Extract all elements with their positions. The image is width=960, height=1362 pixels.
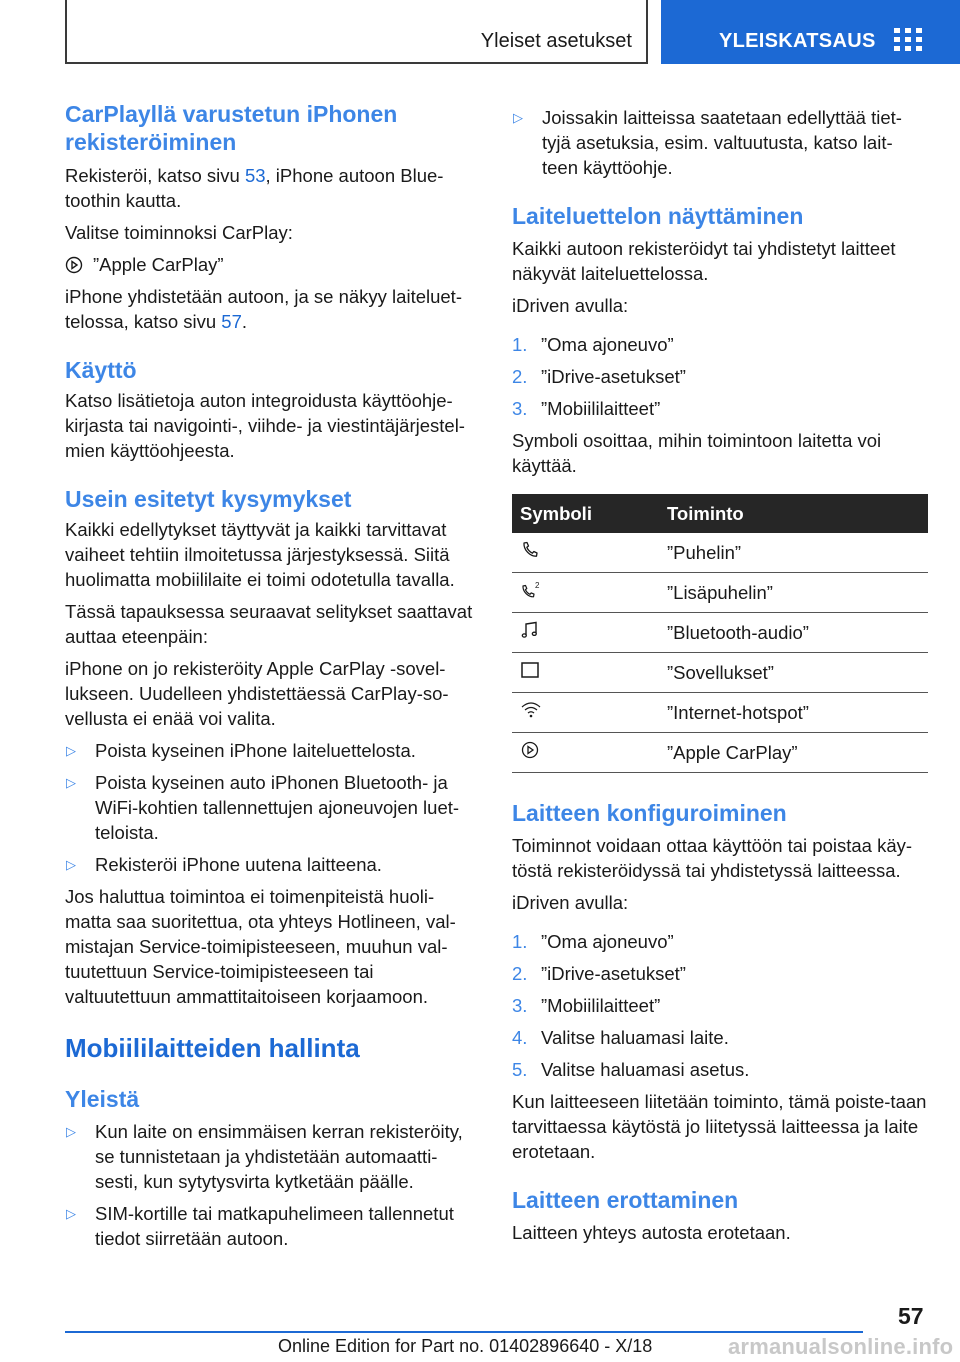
config-step [512,1057,928,1082]
reg-text-a: Rekisteröi, katso sivu [65,165,245,186]
config-step [512,929,928,954]
step-text: ”Oma ajoneuvo” [541,931,674,952]
function-label: ”Lisäpuhelin” [667,573,928,613]
table-header-symbol: Symboli [512,494,667,533]
bullet-marker: ▷ [513,110,523,125]
section-label: YLEISKATSAUS [719,30,876,52]
table-row [512,573,928,613]
page-number: 57 [898,1303,924,1329]
function-label: ”Apple CarPlay” [667,733,928,773]
page-link-57[interactable]: 57 [221,311,242,332]
reg-text-c: iPhone yhdistetään autoon, ja se näkyy laiteluet-telossa, katso sivu [65,286,462,332]
table-row [512,533,928,573]
carplay-menu-label: ”Apple CarPlay” [93,254,224,275]
step-text: ”iDrive-asetukset” [541,963,686,984]
general-heading: Yleistä [65,1086,140,1112]
step-text: ”Mobiililaitteet” [541,398,661,419]
config-paragraph-1: Toiminnot voidaan ottaa käyttöön tai poistaa käy-töstä rekisteröidyssä tai yhdistetyssä laitteessa. [512,835,913,881]
reg-text-b: , iPhone autoon Blue-toothin kautta. [65,165,444,211]
function-label: ”Puhelin” [667,533,928,573]
device-list-paragraph-2: iDriven avulla: [512,295,629,316]
step-number: 1. [512,334,528,355]
table-header-function: Toiminto [667,494,928,533]
general-bullet [65,1119,477,1194]
carplay-icon [65,256,83,274]
bullet-marker: ▷ [66,857,76,872]
svg-text:2: 2 [535,581,540,590]
config-step [512,1025,928,1050]
general-bullet [65,1201,477,1251]
step-number: 3. [512,398,528,419]
music-note-icon [520,620,540,640]
section-tab[interactable] [661,0,960,64]
config-step [512,993,928,1018]
config-step [512,961,928,986]
config-heading: Laitteen konfiguroiminen [512,800,787,826]
list-step [512,396,928,421]
function-label: ”Internet-hotspot” [667,693,928,733]
faq-paragraph-1: Kaikki edellytykset täyttyvät ja kaikki tarvittavat vaiheet tehtiin ilmoitetussa järjestyksessä. Siitä huolimatta mobiililaite ei toimi odotetulla tavalla. [65,519,455,590]
step-text: ”Oma ajoneuvo” [541,334,674,355]
list-step [512,364,928,389]
bullet-marker: ▷ [66,1206,76,1221]
list-step [512,332,928,357]
requirements-bullet-text: Joissakin laitteissa saatetaan edellyttää tiet-tyjä asetuksia, esim. valtuutusta, katso lait-teen käyttöohje. [542,107,902,178]
step-number: 3. [512,995,528,1016]
config-paragraph-3: Kun laitteeseen liitetään toiminto, tämä poiste-taan tarvittaessa käytöstä jo liitetyssä laitteessa ja laite erotetaan. [512,1091,927,1162]
detach-paragraph: Laitteen yhteys autosta erotetaan. [512,1222,791,1243]
watermark: armanualsonline.info [728,1334,954,1359]
device-list-paragraph-1: Kaikki autoon rekisteröidyt tai yhdistetyt laitteet näkyvät laiteluettelossa. [512,238,896,284]
page-link-53[interactable]: 53 [244,165,266,186]
reg-paragraph-1 [65,163,477,213]
step-text: ”Mobiililaitteet” [541,995,661,1016]
faq-paragraph-4: Jos haluttua toimintoa ei toimenpiteistä huoli-matta saa suoritettua, ota yhteys Hotlineen, val-mistajan Service-toimipisteeseen, muuhun val-tuutettuun Service-toimipisteeseen tai valtuutettuun ammattitaitoiseen korjaamoon. [65,886,456,1007]
table-header-row [512,494,928,533]
faq-bullet [65,770,477,845]
table-row [512,613,928,653]
edition-text: Online Edition for Part no. 01402896640 - X/18 [278,1336,653,1356]
use-paragraph: Katso lisätietoja auton integroidusta käyttöohje-kirjasta tai navigointi-, viihde- ja viestintäjärjestel-mien käyttöohjeesta. [65,390,465,461]
left-column [65,100,477,1251]
faq-heading: Usein esitetyt kysymykset [65,486,352,512]
general-bullet-text: SIM-kortille tai matkapuhelimeen tallennetut tiedot siirretään autoon. [95,1203,454,1249]
right-column [512,105,928,1245]
faq-bullet [65,738,477,763]
step-text: Valitse haluamasi laite. [541,1027,729,1048]
faq-bullet [65,852,477,877]
step-text: ”iDrive-asetukset” [541,366,686,387]
manage-heading: Mobiililaitteiden hallinta [65,1033,360,1063]
phone-2-icon [520,580,542,600]
general-bullet-text: Kun laite on ensimmäisen kerran rekisteröity, se tunnistetaan ja yhdistetään automaatti-sesti, kun sytytysvirta kytketään päälle. [95,1121,463,1192]
step-number: 5. [512,1059,528,1080]
step-number: 2. [512,963,528,984]
faq-bullet-text: Rekisteröi iPhone uutena laitteena. [95,854,382,875]
symbol-table [512,494,928,773]
device-list-paragraph-3: Symboli osoittaa, mihin toimintoon laitetta voi käyttää. [512,430,882,476]
table-row [512,653,928,693]
requirements-bullet [512,105,928,180]
step-number: 2. [512,366,528,387]
step-number: 4. [512,1027,528,1048]
step-number: 1. [512,931,528,952]
app-square-icon [520,660,540,680]
reg-paragraph-3 [65,284,477,334]
config-paragraph-2: iDriven avulla: [512,892,629,913]
step-text: Valitse haluamasi asetus. [541,1059,750,1080]
function-label: ”Sovellukset” [667,653,928,693]
bullet-marker: ▷ [66,743,76,758]
table-row [512,693,928,733]
faq-bullet-text: Poista kyseinen auto iPhonen Bluetooth- ja WiFi-kohtien tallennettujen ajoneuvojen luet-teloista. [95,772,460,843]
faq-paragraph-3: iPhone on jo rekisteröity Apple CarPlay -sovel-lukseen. Uudelleen yhdistettäessä CarPlay-so-vellusta ei enää voi valita. [65,658,449,729]
use-heading: Käyttö [65,357,137,383]
carplay-icon [520,740,540,760]
phone-icon [520,540,540,560]
header-tab [65,0,648,64]
reg-text-d: . [241,311,248,332]
detach-heading: Laitteen erottaminen [512,1187,739,1213]
reg-paragraph-2: Valitse toiminnoksi CarPlay: [65,222,293,243]
carplay-heading: CarPlayllä varustetun iPhonen rekisteröiminen [65,101,398,155]
grid-icon [894,28,922,52]
header-title: Yleiset asetukset [480,30,632,52]
function-label: ”Bluetooth-audio” [667,613,928,653]
wifi-icon [520,700,542,720]
footer-rule [65,1331,863,1333]
faq-bullet-text: Poista kyseinen iPhone laiteluettelosta. [95,740,416,761]
device-list-heading: Laiteluettelon näyttäminen [512,203,804,229]
carplay-menu-row [65,252,477,277]
bullet-marker: ▷ [66,1124,76,1139]
faq-paragraph-2: Tässä tapauksessa seuraavat selitykset saattavat auttaa eteenpäin: [65,601,473,647]
bullet-marker: ▷ [66,775,76,790]
table-row [512,733,928,773]
